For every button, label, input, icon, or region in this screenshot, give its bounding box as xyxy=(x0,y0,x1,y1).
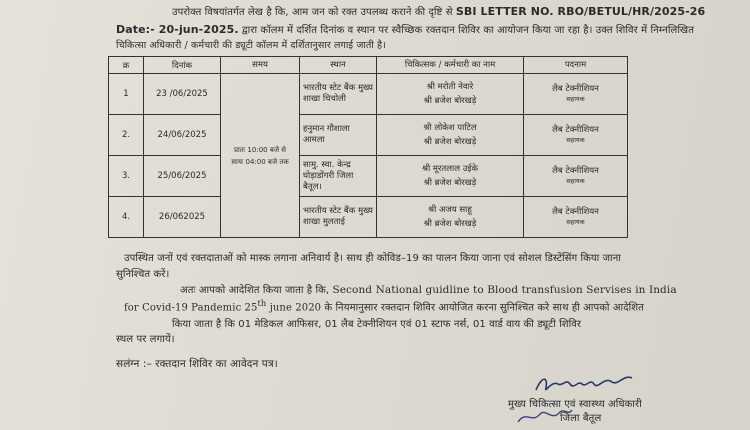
mask-instruction-line-1: उपस्थित जनों एवं रक्तदाताओं को मास्क लगाना अनिवार्य है। साथ ही कोविड–19 का पालन किया जाना एवं सोशल डिस्टेंसिंग किया जाना xyxy=(124,253,621,264)
staff-name-2: श्री ब्रजेश बोरखड़े xyxy=(423,137,477,147)
designation: लैब टेक्नीशियन xyxy=(552,166,599,176)
header-designation: पदनाम xyxy=(524,57,628,74)
row-staff xyxy=(377,115,524,156)
header-staff: चिकित्सक / कर्मचारी का नाम xyxy=(377,57,524,74)
header-place: स्थान xyxy=(300,57,377,74)
row-staff xyxy=(377,156,524,197)
enclosure-note: सलंग्न :– रक्तदान शिविर का आवेदन पत्र। xyxy=(116,358,278,370)
guideline-title: Second National guidline to Blood transfusion Servises in India xyxy=(332,284,677,296)
row-sr: 2. xyxy=(109,115,144,156)
designation: लैब टेक्नीशियन xyxy=(552,84,599,94)
intro-text: उपरोक्त विषयांतर्गत लेख है कि, आम जन को रक्त उपलब्ध कराने की दृष्टि से xyxy=(172,7,453,18)
row-designation xyxy=(524,156,628,197)
intro-text-2: द्वारा कॉलम में दर्शित दिनांक व स्थान पर स्वैच्छिक रक्तदान शिविर का आयोजन किया जा रहा है। उक्त शिविर में निम्नलिखित xyxy=(241,25,694,36)
header-date: दिनांक xyxy=(144,57,221,74)
row-sr: 4. xyxy=(109,197,144,238)
table-row xyxy=(109,74,628,115)
designation: लैब टेक्नीशियन xyxy=(552,125,599,135)
staff-name-2: श्री ब्रजेश बोरखड़े xyxy=(423,178,477,188)
time-to: सायः 04:00 बजे तक xyxy=(231,157,289,166)
designation-sub: सहायक xyxy=(566,95,585,103)
guideline-date: june 2020 xyxy=(269,302,322,314)
staff-name-1: श्री मूरतलाल उईके xyxy=(421,164,479,174)
row-date: 26/062025 xyxy=(144,197,221,238)
letter-date: Date:- 20-jun-2025. xyxy=(116,23,239,36)
row-place: भारतीय स्टेट बैंक मुख्य शाखा मुलताई xyxy=(300,197,377,238)
signature-scribble xyxy=(532,370,642,398)
guideline-title-cont: for Covid-19 Pandemic 25 xyxy=(124,302,258,314)
designation: लैब टेक्नीशियन xyxy=(552,207,599,217)
row-date: 25/06/2025 xyxy=(144,156,221,197)
row-designation xyxy=(524,115,628,156)
letter-number: SBI LETTER NO. RBO/BETUL/HR/2025-26 xyxy=(455,5,706,18)
order-text: के नियमानुसार रक्तदान शिविर आयोजित करना सुनिश्चित करे साथ ही आपको आदेशित xyxy=(324,302,644,314)
order-line-1 xyxy=(180,282,677,296)
staff-name-1: श्री अजय साहू xyxy=(428,205,472,215)
row-sr: 1 xyxy=(109,74,144,115)
mask-instruction-line-2: सुनिश्चित करें। xyxy=(116,269,170,280)
signatory-district: जिला बैतूल xyxy=(560,413,602,424)
table-row xyxy=(109,115,628,156)
header-sr: क्र xyxy=(109,57,144,74)
order-line-4: स्थल पर लगायें। xyxy=(116,334,175,345)
signatory-title: मुख्य चिकित्सा एवं स्वास्थ्य अधिकारी xyxy=(508,399,642,410)
table-row xyxy=(109,197,628,238)
row-staff xyxy=(377,74,524,115)
table-header-row xyxy=(109,57,628,74)
row-designation xyxy=(524,197,628,238)
designation-sub: सहायक xyxy=(566,136,585,144)
row-date: 23 /06/2025 xyxy=(144,74,221,115)
row-sr: 3. xyxy=(109,156,144,197)
intro-line-3: चिकित्सा अधिकारी / कर्मचारी की ड्यूटी कॉलम में दर्शितानुसार लगाई जाती है। xyxy=(116,40,386,51)
time-from: प्रातः 10:00 बजे से xyxy=(234,145,286,154)
row-date: 24/06/2025 xyxy=(144,115,221,156)
row-place: सामु. स्वा. केन्द्र घोड़ाडोंगरी जिला बैतूल। xyxy=(300,156,377,197)
table-row xyxy=(109,156,628,197)
row-staff xyxy=(377,197,524,238)
order-prefix: अतः आपको आदेशित किया जाता है कि, xyxy=(180,285,330,296)
order-line-2 xyxy=(124,298,644,313)
intro-line-1 xyxy=(172,4,705,18)
duty-table xyxy=(108,56,628,238)
designation-sub: सहायक xyxy=(566,177,585,185)
designation-sub: सहायक xyxy=(566,218,585,226)
intro-line-2 xyxy=(116,22,694,36)
staff-name-1: श्री मरोती नेवारे xyxy=(426,82,474,92)
shared-time-cell xyxy=(221,74,300,238)
row-place: हनुमान गौशाला आमला xyxy=(300,115,377,156)
row-place: भारतीय स्टेट बैंक मुख्य शाखा चिचोली xyxy=(300,74,377,115)
row-designation xyxy=(524,74,628,115)
date-suffix: th xyxy=(257,298,267,308)
header-time: समय xyxy=(221,57,300,74)
staff-name-2: श्री ब्रजेश बोरखड़े xyxy=(423,96,477,106)
staff-name-2: श्री ब्रजेश बोरखड़े xyxy=(423,219,477,229)
order-line-3: किया जाता है कि 01 मेडिकल आफिसर, 01 लैब टेक्नीशियन एवं 01 स्टाफ नर्स, 01 वार्ड वाय की ड्यूटी शिविर xyxy=(172,319,582,330)
staff-name-1: श्री लोकेश पाटिल xyxy=(423,123,477,133)
